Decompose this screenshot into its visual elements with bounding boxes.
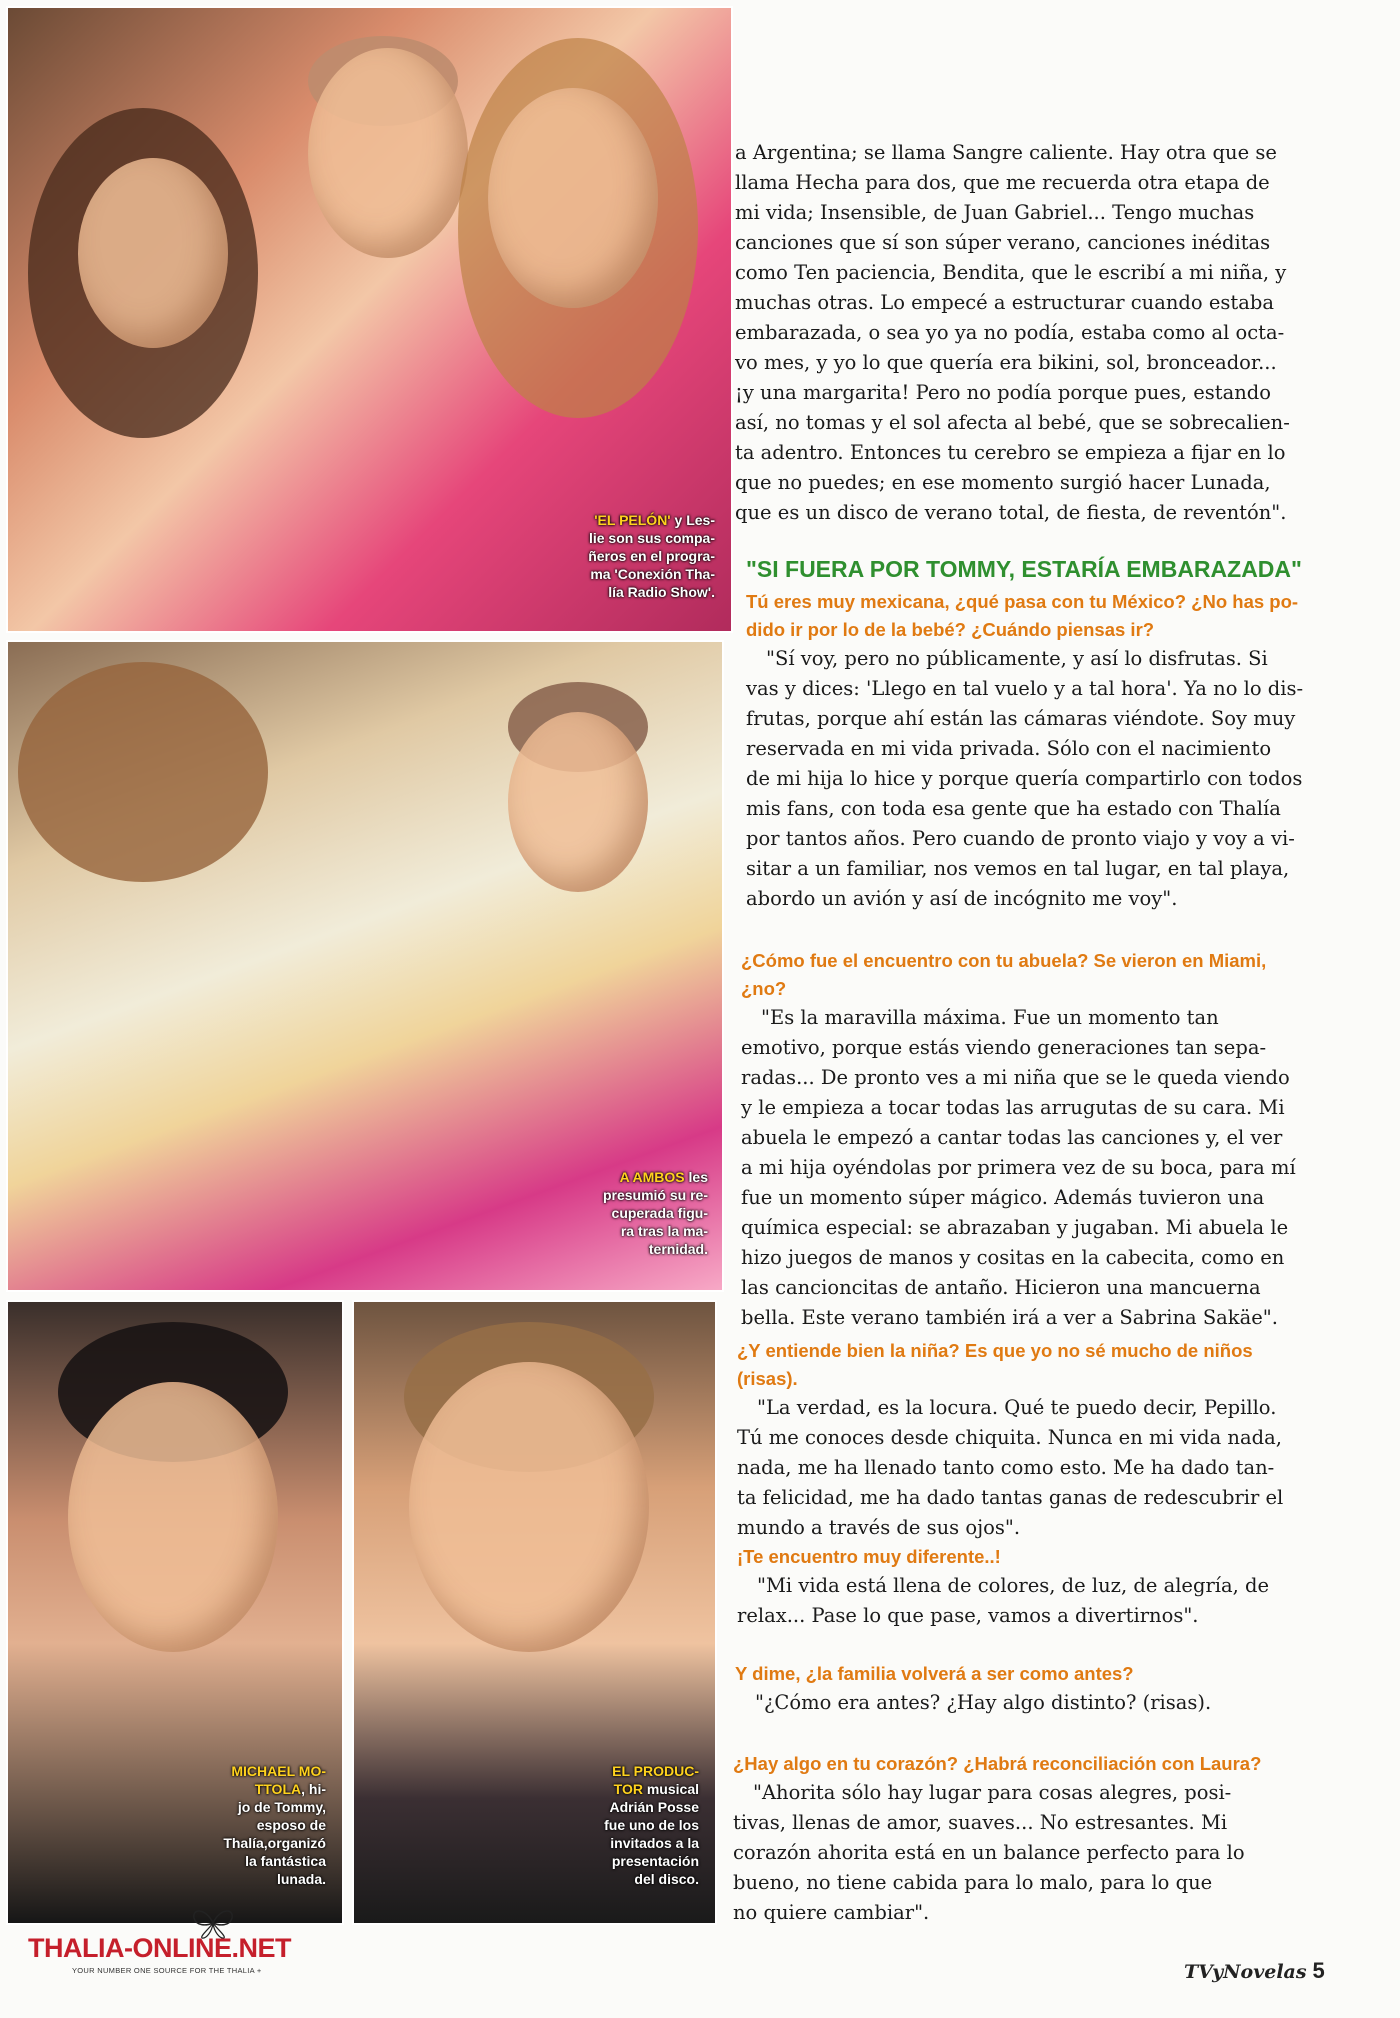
text-line: vo mes, y yo lo que quería era bikini, sol, bronceador... [735, 351, 1277, 374]
caption-text: esposo de [256, 1817, 326, 1833]
text-line: bella. Este verano también irá a ver a Sabrina Sakäe". [741, 1306, 1278, 1329]
text-line: química especial: se abrazaban y jugaban. Mi abuela le [741, 1216, 1289, 1239]
text-line: emotivo, porque estás viendo generaciones tan sepa- [741, 1036, 1267, 1059]
answer-abuela [741, 1003, 1306, 1333]
question-mexico [746, 588, 1306, 644]
text-line: por tantos años. Pero cuando de pronto viajo y voy a vi- [746, 827, 1295, 850]
text-line: sitar a un familiar, nos vemos en tal lugar, en tal playa, [746, 857, 1290, 880]
text-line: "Es la maravilla máxima. Fue un momento tan [761, 1006, 1219, 1029]
caption-highlight: 'EL PELÓN' [594, 512, 671, 528]
caption-text: lie son sus compa- [588, 530, 715, 546]
text-line: abuela le empezó a cantar todas las canciones y, el ver [741, 1126, 1283, 1149]
answer-diferente [737, 1571, 1307, 1631]
text-line: hizo juegos de manos y cositas en la cabecita, como en [741, 1246, 1285, 1269]
question-line: dido ir por lo de la bebé? ¿Cuándo piensas ir? [746, 619, 1155, 640]
question-line: Tú eres muy mexicana, ¿qué pasa con tu México? ¿No has po- [746, 591, 1299, 612]
page-number: 5 [1312, 1958, 1325, 1983]
caption-highlight: TOR [613, 1781, 643, 1797]
answer-familia [735, 1688, 1305, 1718]
text-line: ta felicidad, me ha dado tantas ganas de redescubrir el [737, 1486, 1284, 1509]
caption-text: ñeros en el progra- [588, 548, 715, 564]
caption-text: invitados a la [610, 1835, 699, 1851]
text-line: bueno, no tiene cabida para lo malo, para lo que [733, 1871, 1213, 1894]
text-line: Tú me conoces desde chiquita. Nunca en mi vida nada, [737, 1426, 1282, 1449]
qa-section-4 [737, 1543, 1307, 1631]
text-line: a Argentina; se llama Sangre caliente. Hay otra que se [735, 141, 1277, 164]
question-abuela: ¿Cómo fue el encuentro con tu abuela? Se vieron en Miami, ¿no? [741, 950, 1267, 999]
text-line: de mi hija lo hice y porque quería compartirlo con todos [746, 767, 1303, 790]
caption-text: lía Radio Show'. [608, 584, 715, 600]
caption-text: ma 'Conexión Tha- [590, 566, 715, 582]
page-folio [1184, 1958, 1325, 1984]
text-line: así, no tomas y el sol afecta al bebé, que se sobrecalien- [735, 411, 1290, 434]
text-line: frutas, porque ahí están las cámaras viéndote. Soy muy [746, 707, 1296, 730]
qa-section-5 [735, 1660, 1305, 1718]
caption-text: , hi- [301, 1781, 326, 1797]
text-line: tivas, llenas de amor, suaves... No estresantes. Mi [733, 1811, 1228, 1834]
question-diferente: ¡Te encuentro muy diferente..! [737, 1546, 1001, 1567]
caption-text: presentación [611, 1853, 699, 1869]
photo-a-ambos [6, 640, 724, 1292]
photo-michael-mottola [6, 1300, 344, 1925]
text-line: "¿Cómo era antes? ¿Hay algo distinto? (risas). [755, 1691, 1212, 1714]
photo1-caption [545, 511, 715, 601]
text-line: ¡y una margarita! Pero no podía porque pues, estando [735, 381, 1272, 404]
photo2-caption [558, 1168, 708, 1258]
text-line: llama Hecha para dos, que me recuerda otra etapa de [735, 171, 1270, 194]
text-line: no quiere cambiar". [733, 1901, 930, 1924]
caption-text: Adrián Posse [609, 1799, 699, 1815]
caption-text: musical [642, 1781, 699, 1797]
watermark-tagline: YOUR NUMBER ONE SOURCE FOR THE THALIA + [72, 1966, 262, 1975]
text-line: corazón ahorita está en un balance perfecto para lo [733, 1841, 1245, 1864]
caption-highlight: MICHAEL MO- [231, 1763, 326, 1779]
text-line: las cancioncitas de antaño. Hicieron una mancuerna [741, 1276, 1261, 1299]
caption-text: ternidad. [648, 1241, 708, 1257]
caption-text: fue uno de los [604, 1817, 699, 1833]
caption-text: la fantástica [245, 1853, 326, 1869]
photo4-caption [579, 1762, 699, 1888]
watermark-logo: THALIA-ONLINE.NET [28, 1933, 291, 1963]
text-line: "La verdad, es la locura. Qué te puedo decir, Pepillo. [757, 1396, 1277, 1419]
text-line: ta adentro. Entonces tu cerebro se empieza a fijar en lo [735, 441, 1286, 464]
text-line: "Ahorita sólo hay lugar para cosas alegres, posi- [753, 1781, 1232, 1804]
section-subhead: "SI FUERA POR TOMMY, ESTARÍA EMBARAZADA" [746, 556, 1302, 582]
caption-text: cuperada figu- [611, 1205, 708, 1221]
text-line: canciones que sí son súper verano, canciones inéditas [735, 231, 1271, 254]
question-nina: ¿Y entiende bien la niña? Es que yo no sé mucho de niños (risas). [737, 1340, 1253, 1389]
magazine-name: TVyNovelas [1184, 1961, 1307, 1983]
text-line: mundo a través de sus ojos". [737, 1516, 1021, 1539]
caption-text: presumió su re- [602, 1187, 708, 1203]
text-line: mis fans, con toda esa gente que ha estado con Thalía [746, 797, 1281, 820]
caption-text: les [684, 1169, 708, 1185]
text-line: como Ten paciencia, Bendita, que le escribí a mi niña, y [735, 261, 1287, 284]
answer-nina [737, 1393, 1307, 1543]
qa-section-3 [737, 1337, 1307, 1543]
qa-section-6 [733, 1750, 1303, 1928]
text-line: que no puedes; en ese momento surgió hacer Lunada, [735, 471, 1271, 494]
qa-section-1 [746, 588, 1306, 914]
text-line: reservada en mi vida privada. Sólo con el nacimiento [746, 737, 1272, 760]
answer-mexico [746, 644, 1306, 914]
text-line: radas... De pronto ves a mi niña que se le queda viendo [741, 1066, 1290, 1089]
caption-text: Thalía,organizó [223, 1835, 326, 1851]
text-line: abordo un avión y así de incógnito me voy". [746, 887, 1178, 910]
text-line: fue un momento súper mágico. Además tuvieron una [741, 1186, 1265, 1209]
text-line: embarazada, o sea yo ya no podía, estaba como al octa- [735, 321, 1285, 344]
caption-text: lunada. [276, 1871, 326, 1887]
caption-text: jo de Tommy, [237, 1799, 326, 1815]
caption-highlight: EL PRODUC- [612, 1763, 699, 1779]
text-line: a mi hija oyéndolas por primera vez de su boca, para mí [741, 1156, 1296, 1179]
text-line: nada, me ha llenado tanto como esto. Me ha dado tan- [737, 1456, 1275, 1479]
text-line: mi vida; Insensible, de Juan Gabriel... Tengo muchas [735, 201, 1255, 224]
text-line: relax... Pase lo que pase, vamos a divertirnos". [737, 1604, 1199, 1627]
question-corazon: ¿Hay algo en tu corazón? ¿Habrá reconciliación con Laura? [733, 1753, 1262, 1774]
text-line: "Mi vida está llena de colores, de luz, de alegría, de [757, 1574, 1270, 1597]
text-line: "Sí voy, pero no públicamente, y así lo disfrutas. Si [766, 647, 1268, 670]
question-familia: Y dime, ¿la familia volverá a ser como antes? [735, 1663, 1134, 1684]
caption-highlight: A AMBOS [619, 1169, 685, 1185]
qa-section-2 [741, 947, 1306, 1333]
answer-corazon [733, 1778, 1303, 1928]
photo-adrian-posse [352, 1300, 717, 1925]
text-line: y le empieza a tocar todas las arrugutas de su cara. Mi [741, 1096, 1285, 1119]
intro-paragraph [735, 138, 1300, 528]
photo3-caption [196, 1762, 326, 1888]
text-line: que es un disco de verano total, de fiesta, de reventón". [735, 501, 1287, 524]
caption-highlight: TTOLA [254, 1781, 302, 1797]
caption-text: del disco. [634, 1871, 699, 1887]
caption-text: ra tras la ma- [620, 1223, 708, 1239]
caption-text: y Les- [670, 512, 715, 528]
article-intro [735, 138, 1300, 528]
text-line: vas y dices: 'Llego en tal vuelo y a tal hora'. Ya no lo dis- [746, 677, 1304, 700]
photo-el-pelon-leslie [6, 6, 733, 633]
text-line: muchas otras. Lo empecé a estructurar cuando estaba [735, 291, 1274, 314]
